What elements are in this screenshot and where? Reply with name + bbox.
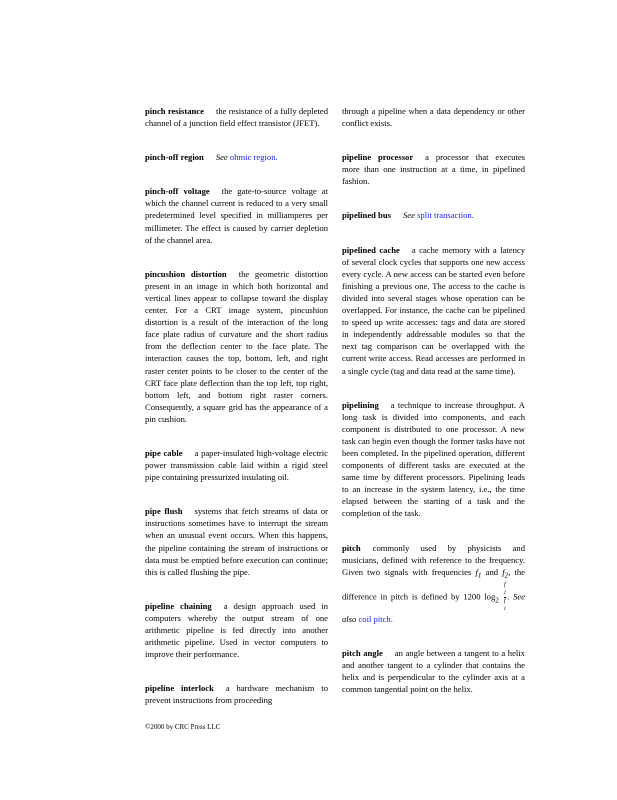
cross-reference-link[interactable]: split transaction. — [417, 210, 474, 221]
see-label: See — [215, 152, 228, 163]
entry-pinch-off-voltage — [145, 185, 328, 245]
conjunction: and — [485, 566, 499, 577]
entry-pipeline-processor — [342, 151, 525, 187]
entry-definition: systems that fetch streams of data or instructions sometimes have to interrupt the stream when an unusual event occurs. When this happens, the pipeline containing the stream of instructions or data must be emptied before execution can continue; this is called flushing the pipe. — [145, 506, 328, 577]
entry-definition: through a pipeline when a data dependency or other conflict exists. — [342, 106, 525, 129]
entry-definition: the geometric distortion present in an image in which both horizontal and vertical lines appear to collapse toward the display center. For a CRT image system, pincushion distortion is a result of the interaction of the long face plate radius of curvature and the short radius from the deflection center to the face plate. The interaction causes the top, bottom, left, and right raster center points to be closer to the center of the CRT face plate deflection than the top left, top right, bottom left, and bottom right raster corners. Consequently, a square grid has the appearance of a pin cushion. — [145, 268, 328, 424]
entry-definition: the gate-to-source voltage at which the channel current is reduced to a very small predetermined level specified in milliamperes per millimeter. The effect is caused by carrier depletion of the channel area. — [145, 186, 328, 245]
entry-pitch-angle — [342, 647, 525, 695]
entry-term: pitch — [342, 542, 361, 553]
entry-term: pipe cable — [145, 447, 183, 458]
entry-definition: an angle between a tangent to a helix and another tangent to a cylinder that contains the helix and is perpendicular to the cylinder axis at a common tangential point on the helix. — [342, 648, 525, 695]
right-column — [342, 105, 525, 717]
math-f1: $f_1$ — [475, 566, 482, 580]
see-label: See — [402, 210, 415, 221]
log-base: 2 — [495, 595, 499, 604]
entry-definition: a technique to increase throughput. A long task is divided into components, and each component is distributed to one processor. A new task can begin even though the former tasks have not been completed. In the pipelined operation, different components of different tasks are executed at the same time by different processors. Pipelining leads to an increase in the system latency, i.e., the time elapsed between the starting of a task and the completion of the task. — [342, 399, 525, 519]
math-f2: $f_2$ — [502, 566, 509, 580]
cross-reference-link[interactable]: ohmic region. — [229, 152, 278, 163]
entry-pipelined-bus — [342, 209, 525, 221]
entry-term: pipelined cache — [342, 244, 400, 255]
entry-term: pipeline interlock — [145, 683, 214, 694]
frequency-ratio-fraction: f $_2$ f $_1$ — [503, 581, 507, 612]
entry-definition-part: , the difference in pitch is defined by 1200 log — [342, 566, 525, 602]
cross-reference-link[interactable]: coil pitch. — [358, 613, 393, 624]
entry-pinch-off-region — [145, 151, 328, 163]
entry-continuation — [342, 105, 525, 129]
entry-pinch-resistance — [145, 105, 328, 129]
entry-pipe-flush — [145, 505, 328, 578]
left-column — [145, 105, 328, 728]
entry-definition: the resistance of a fully depleted channel of a junction field effect transistor (JFET). — [145, 106, 328, 129]
see-label: See also — [342, 591, 525, 624]
entry-pitch: pitch commonly used by physicists and musicians, defined with reference to the frequency. Given two signals with frequencies $f_1$ and $f_2$, the difference in pitch is defined by 1200 $\log_2$ f $_2$ f $_1$ . See also coil pitch. — [342, 542, 525, 624]
entry-term: pipelining — [342, 399, 379, 410]
entry-pipeline-interlock — [145, 682, 328, 706]
entry-pincushion-distortion — [145, 268, 328, 425]
entry-definition: a cache memory with a latency of several clock cycles that supports one new access every cycle. A new access can be started even before finishing a previous one. The access to the cache is divided into several stages whose operation can be overlapped. For instance, the cache can be pipelined to speed up write accesses: tags and data are stored in independently addressable modules so that the next tag comparison can be overlapped with the current write access. Read accesses are performed in a single cycle (tag and data read at the same time). — [342, 244, 526, 376]
entry-pipe-cable — [145, 447, 328, 483]
entry-term: pitch angle — [342, 648, 383, 658]
entry-pipeline-chaining — [145, 600, 328, 660]
entry-definition: a paper-insulated high-voltage electric power transmission cable laid within a rigid steel pipe containing pressurized insulating oil. — [145, 447, 328, 483]
copyright-notice: ©2000 by CRC Press LLC — [145, 723, 221, 731]
entry-definition: a processor that executes more than one instruction at a time, in pipelined fashion. — [342, 152, 525, 187]
entry-term: pipeline chaining — [145, 600, 212, 611]
entry-definition-part: commonly used by physicists and musicians, defined with reference to the frequency. Given two signals with frequencies — [342, 542, 525, 577]
entry-definition: a hardware mechanism to prevent instructions from proceeding — [145, 683, 328, 706]
entry-term: pincushion distortion — [145, 268, 227, 279]
entry-pipelined-cache — [342, 244, 525, 377]
entry-term: pipelined bus — [342, 210, 391, 221]
entry-definition: a design approach used in computers whereby the output stream of one arithmetic pipeline is fed directly into another arithmetic pipeline. Used in vector computers to improve their performance. — [145, 600, 328, 660]
entry-term: pipe flush — [145, 506, 183, 517]
entry-pipelining — [342, 399, 525, 520]
entry-term: pinch resistance — [145, 106, 204, 116]
entry-term: pinch-off voltage — [145, 186, 210, 197]
entry-term: pipeline processor — [342, 152, 414, 163]
entry-term: pinch-off region — [145, 152, 204, 163]
